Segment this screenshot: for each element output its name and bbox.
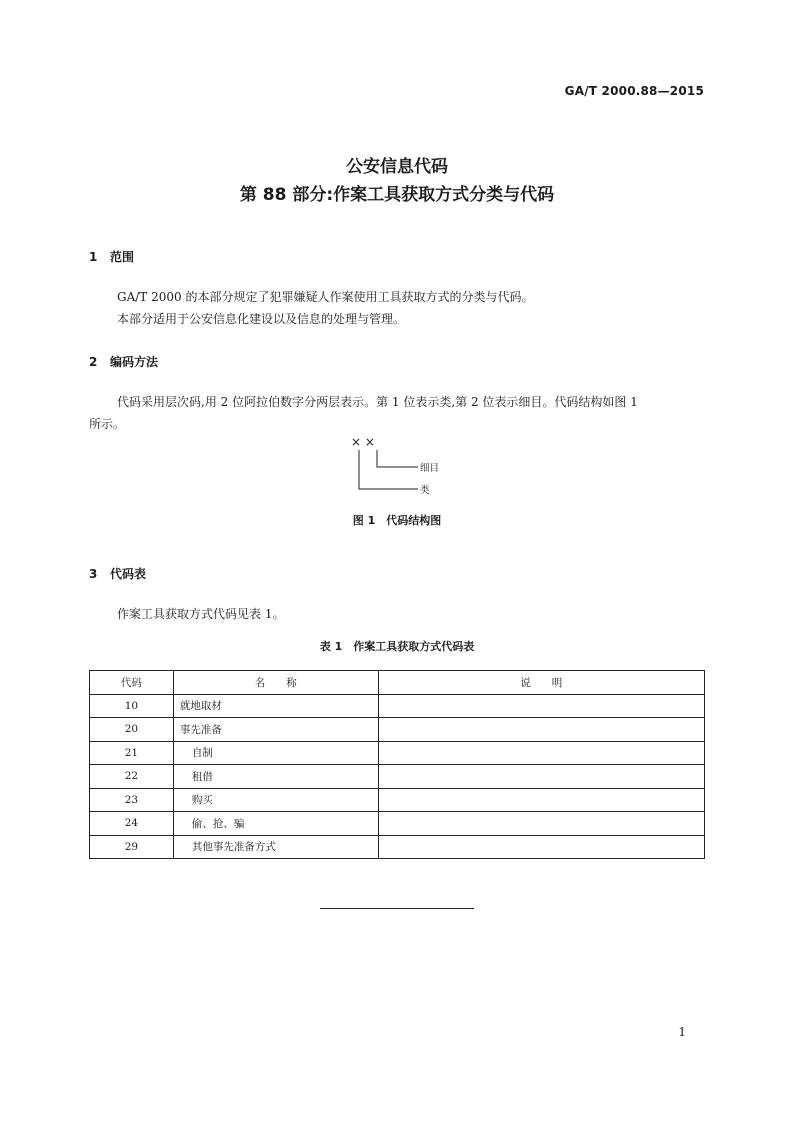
- header-name: 名 称: [173, 671, 378, 695]
- cell-code: 24: [90, 812, 174, 836]
- end-of-document-rule: [320, 908, 474, 909]
- cell-code: 21: [90, 741, 174, 765]
- cell-note: [378, 835, 704, 859]
- cell-note: [378, 694, 704, 718]
- cell-note: [378, 788, 704, 812]
- cell-code: 20: [90, 718, 174, 742]
- section-number: 2: [89, 355, 98, 369]
- section-title: 编码方法: [110, 355, 159, 369]
- cell-code: 10: [90, 694, 174, 718]
- table-row: [90, 718, 705, 742]
- table-row: [90, 741, 705, 765]
- class-connector-line: [359, 450, 418, 489]
- figure-caption: 图 1 代码结构图: [352, 514, 442, 527]
- standard-code: GA/T 2000.88—2015: [564, 84, 704, 98]
- section-heading-scope: [89, 248, 134, 265]
- cell-name: 事先准备: [173, 718, 378, 742]
- paragraph: 本部分适用于公安信息化建设以及信息的处理与管理。: [117, 312, 406, 326]
- cell-note: [378, 765, 704, 789]
- paragraph: 所示。: [89, 417, 126, 431]
- cell-name: 就地取材: [173, 694, 378, 718]
- header-code: 代码: [90, 671, 174, 695]
- cell-note: [378, 741, 704, 765]
- section-number: 1: [89, 250, 98, 264]
- cell-name: 租借: [173, 765, 378, 789]
- section-title: 范围: [110, 250, 135, 264]
- cell-note: [378, 718, 704, 742]
- cell-name: 自制: [173, 741, 378, 765]
- section-heading-coding-method: [89, 353, 158, 370]
- paragraph: 代码采用层次码,用 2 位阿拉伯数字分两层表示。第 1 位表示类,第 2 位表示细目。代码结构如图 1: [117, 395, 638, 409]
- table-row: [90, 835, 705, 859]
- table-header-row: [90, 671, 705, 695]
- header-note: 说 明: [378, 671, 704, 695]
- table-row: [90, 788, 705, 812]
- cell-name: 其他事先准备方式: [173, 835, 378, 859]
- cell-name: 偷、抢、骗: [173, 812, 378, 836]
- table-row: [90, 765, 705, 789]
- code-table: [89, 670, 705, 859]
- label-detail: 细目: [420, 463, 440, 474]
- detail-connector-line: [377, 450, 418, 467]
- paragraph: 作案工具获取方式代码见表 1。: [117, 607, 285, 621]
- label-class: 类: [420, 485, 430, 496]
- cell-code: 23: [90, 788, 174, 812]
- code-symbols: × ×: [351, 435, 375, 449]
- section-title: 代码表: [110, 567, 147, 581]
- cell-name: 购买: [173, 788, 378, 812]
- cell-code: 22: [90, 765, 174, 789]
- section-number: 3: [89, 567, 98, 581]
- document-title: 公安信息代码: [346, 157, 448, 177]
- cell-code: 29: [90, 835, 174, 859]
- table-row: [90, 812, 705, 836]
- page-number: 1: [678, 1025, 686, 1039]
- code-structure-diagram: [340, 434, 450, 498]
- paragraph: GA/T 2000 的本部分规定了犯罪嫌疑人作案使用工具获取方式的分类与代码。: [117, 290, 534, 304]
- document-subtitle: 第 88 部分:作案工具获取方式分类与代码: [239, 185, 555, 205]
- table-caption: 表 1 作案工具获取方式代码表: [319, 640, 475, 653]
- section-heading-code-table: [89, 565, 146, 582]
- cell-note: [378, 812, 704, 836]
- table-row: [90, 694, 705, 718]
